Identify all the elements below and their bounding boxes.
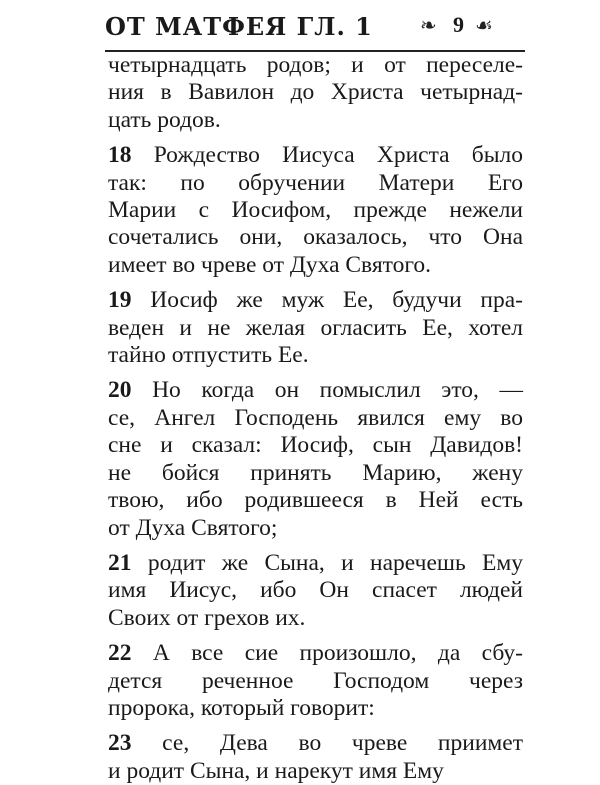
text-line [108,460,523,487]
text-line [108,52,523,79]
line-text: родит же Сына, и наречешь Ему [131,549,523,576]
text-line [108,79,523,106]
text-line [108,487,523,514]
line-text: от Духа Святого; [108,514,278,541]
page-number: 9 [453,12,464,37]
line-text: Марии с Иосифом, прежде нежели [108,197,523,224]
verse-gap [108,632,523,640]
line-text: цать родов. [108,106,221,133]
line-text: тайно отпустить Ее. [108,342,309,369]
verse-21 [108,550,523,632]
running-title: ОТ МАТФЕЯ ГЛ. 1 [105,12,373,41]
verse-22 [108,640,523,722]
verse-18 [108,142,523,279]
text-line [108,605,523,632]
scripture-text [108,52,523,785]
text-line [108,405,523,432]
page-header [105,12,525,48]
verse-number: 22 [108,640,132,667]
text-line [108,432,523,459]
line-text: Рождество Иисуса Христа было [131,142,523,169]
line-text: и родит Сына, и нарекут имя Ему [108,757,444,784]
text-line [108,695,523,722]
text-line [108,252,523,279]
line-text: не бойся принять Марию, жену [108,459,523,486]
verse-23 [108,730,523,785]
verse-gap [108,369,523,377]
text-line [108,668,523,695]
verse-gap [108,722,523,730]
verse-continuation [108,52,523,134]
line-text: имеет во чреве от Духа Святого. [108,251,432,278]
line-text: сочетались они, оказалось, что Она [108,224,523,251]
text-line [108,287,523,314]
text-line [108,577,523,604]
text-line [108,377,523,404]
text-line [108,224,523,251]
ornament-right-icon: ☙ [475,13,493,37]
line-text: се, Ангел Господень явился ему во [108,404,523,431]
line-text: имя Иисус, ибо Он спасет людей [108,577,523,604]
verse-gap [108,134,523,142]
text-line [108,730,523,757]
text-line [108,142,523,169]
text-line [108,197,523,224]
line-text: пророка, который говорит: [108,694,375,721]
line-text: дется реченное Господом через [108,667,523,694]
text-line [108,550,523,577]
line-text: Иосиф же муж Ее, будучи пра- [131,287,523,314]
text-line [108,170,523,197]
verse-20 [108,377,523,541]
text-line [108,758,523,785]
text-line [108,640,523,667]
line-text: ния в Вавилон до Христа четырнад- [108,79,523,106]
line-text: веден и не желая огласить Ее, хотел [108,314,523,341]
verse-number: 23 [108,730,132,757]
text-line [108,107,523,134]
text-line [108,315,523,342]
text-line [108,515,523,542]
ornament-left-icon: ❧ [420,13,437,37]
verse-number: 20 [108,377,132,404]
line-text: твою, ибо родившееся в Ней есть [108,487,523,514]
line-text: А все сие произошло, да сбу- [131,640,523,667]
verse-gap [108,279,523,287]
line-text: се, Дева во чреве приимет [131,730,523,757]
verse-number: 19 [108,287,132,314]
line-text: четырнадцать родов; и от переселе- [108,52,523,78]
line-text: сне и сказал: Иосиф, сын Давидов! [108,432,523,459]
verse-number: 21 [108,549,132,576]
verse-19 [108,287,523,369]
verse-gap [108,542,523,550]
line-text: так: по обручении Матери Его [108,169,523,196]
line-text: Своих от грехов их. [108,604,306,631]
line-text: Но когда он помыслил это, — [131,377,523,404]
verse-number: 18 [108,142,132,169]
text-line [108,342,523,369]
